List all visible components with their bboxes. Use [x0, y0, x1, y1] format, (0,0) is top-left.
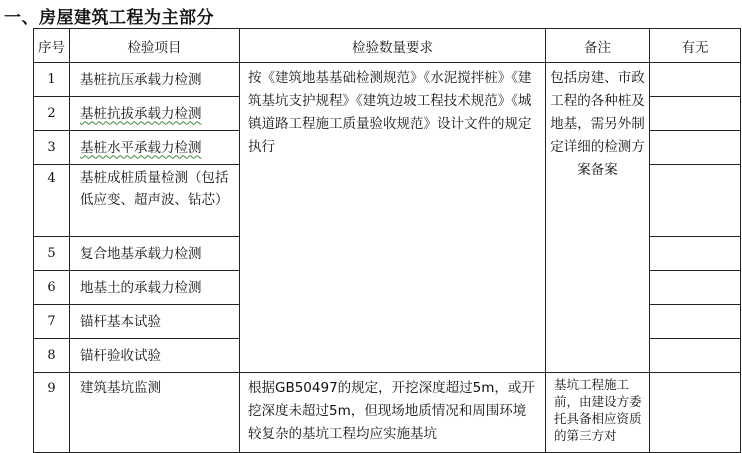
- row-item: 锚杆验收试验: [70, 339, 240, 373]
- has-cell[interactable]: [650, 131, 741, 165]
- section-heading: 一、房屋建筑工程为主部分: [4, 8, 214, 28]
- column-header-item: 检验项目: [70, 29, 240, 63]
- row-number: 4: [34, 165, 70, 237]
- table-row: [34, 63, 741, 97]
- row-item: [70, 97, 240, 131]
- column-header-requirement: 检验数量要求: [240, 29, 546, 63]
- has-cell[interactable]: [650, 97, 741, 131]
- row-item: 基桩成桩质量检测（包括低应变、超声波、钻芯）: [70, 165, 240, 237]
- inspection-table: [33, 28, 741, 453]
- row9-requirement: 根据GB50497的规定，开挖深度超过5m，或开挖深度未超过5m，但现场地质情况和周围环境较复杂的基坑工程均应实施基坑: [240, 373, 546, 453]
- has-cell[interactable]: [650, 237, 741, 271]
- table-header-row: [34, 29, 741, 63]
- column-header-no: 序号: [34, 29, 70, 63]
- row-number: 8: [34, 339, 70, 373]
- row-item-text: 基桩抗拔承载力检测: [80, 105, 202, 122]
- row-item: 锚杆基本试验: [70, 305, 240, 339]
- row-number: 5: [34, 237, 70, 271]
- row-item: 复合地基承载力检测: [70, 237, 240, 271]
- row-number: 2: [34, 97, 70, 131]
- has-cell[interactable]: [650, 305, 741, 339]
- row-number: 1: [34, 63, 70, 97]
- row-item: 建筑基坑监测: [70, 373, 240, 453]
- has-cell[interactable]: [650, 165, 741, 237]
- row-item-text: 基桩水平承载力检测: [80, 139, 202, 156]
- column-header-has: 有无: [650, 29, 741, 63]
- group-note: 包括房建、市政工程的各种桩及地基，需另外制定详细的检测方案备案: [546, 63, 650, 373]
- row-item: [70, 131, 240, 165]
- row9-note: 基坑工程施工前，由建设方委托具备相应资质的第三方对: [546, 373, 650, 453]
- row-item: 基桩抗压承载力检测: [70, 63, 240, 97]
- has-cell[interactable]: [650, 339, 741, 373]
- table-row: [34, 373, 741, 453]
- column-header-note: 备注: [546, 29, 650, 63]
- has-cell[interactable]: [650, 63, 741, 97]
- row-number: 6: [34, 271, 70, 305]
- row-number: 7: [34, 305, 70, 339]
- has-cell[interactable]: [650, 271, 741, 305]
- row-number: 3: [34, 131, 70, 165]
- row-number: 9: [34, 373, 70, 453]
- has-cell[interactable]: [650, 373, 741, 453]
- row-item: 地基土的承载力检测: [70, 271, 240, 305]
- group-requirement: 按《建筑地基基础检测规范》《水泥搅拌桩》《建筑基坑支护规程》《建筑边坡工程技术规范》《城镇道路工程施工质量验收规范》设计文件的规定执行: [240, 63, 546, 373]
